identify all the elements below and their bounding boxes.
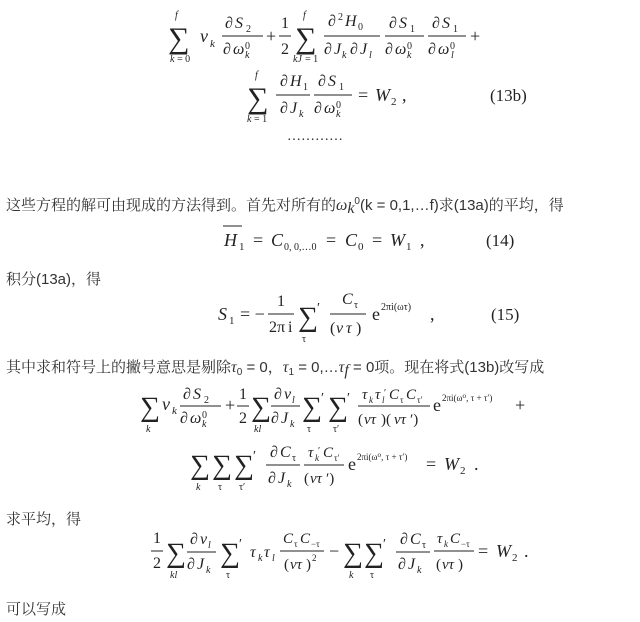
svg-text:W: W — [444, 454, 459, 474]
svg-text:f: f — [255, 70, 258, 81]
paragraph-text: 这些方程的解可由现成的方法得到。首先对所有的 — [6, 197, 337, 214]
paragraph-text: = 0项。现在将式(13b)改写成 — [348, 359, 545, 376]
svg-text:=: = — [358, 85, 369, 105]
svg-text:ντ: ντ — [364, 412, 377, 428]
svg-text:): ) — [306, 557, 311, 573]
svg-text:S: S — [399, 15, 407, 32]
svg-text:k: k — [417, 565, 422, 576]
svg-text:τ: τ — [226, 570, 231, 581]
paragraph-average: 求平均，得 — [6, 511, 82, 528]
svg-text:ντ: ντ — [310, 471, 323, 487]
svg-text:v: v — [162, 394, 170, 414]
svg-text:(: ( — [436, 557, 441, 573]
svg-text:J: J — [408, 556, 416, 573]
svg-text:e: e — [348, 454, 356, 474]
svg-text:k: k — [247, 114, 252, 125]
svg-text:k: k — [315, 453, 319, 463]
svg-text:2πi(ω⁰, τ + τ′): 2πi(ω⁰, τ + τ′) — [357, 452, 408, 462]
svg-text:1: 1 — [239, 241, 245, 253]
svg-text:∂: ∂ — [280, 73, 288, 90]
svg-text:)(: )( — [381, 412, 391, 428]
svg-text:k: k — [146, 424, 151, 435]
equation-14 — [223, 226, 514, 253]
svg-text:k: k — [245, 50, 250, 61]
svg-text:H: H — [224, 230, 237, 250]
equation-14-number: (14) — [486, 231, 515, 250]
svg-text:C: C — [323, 445, 334, 461]
svg-text:2: 2 — [204, 395, 209, 406]
svg-text:∂: ∂ — [398, 556, 406, 573]
tau-subscript: 1 — [288, 367, 295, 378]
svg-text:′: ′ — [347, 391, 351, 406]
svg-text:∑: ∑ — [220, 538, 240, 569]
svg-text:∂: ∂ — [428, 41, 436, 58]
svg-text:C: C — [280, 444, 291, 461]
svg-text:∂: ∂ — [271, 410, 279, 427]
paragraph-prime-meaning — [6, 356, 544, 380]
svg-text:= 1: = 1 — [305, 54, 319, 65]
svg-text:ω: ω — [395, 41, 407, 58]
equation-13b-number: (13b) — [490, 86, 527, 105]
svg-text:l: l — [208, 540, 211, 551]
svg-text:ω: ω — [233, 41, 245, 58]
svg-text:′: ′ — [318, 446, 321, 457]
svg-text:τ: τ — [354, 300, 359, 311]
svg-text:S: S — [235, 15, 243, 32]
equation-13b-rewritten — [140, 386, 525, 493]
svg-text:.: . — [474, 454, 479, 474]
svg-text:τ′: τ′ — [239, 482, 246, 493]
svg-text:2: 2 — [312, 553, 317, 563]
svg-text:′): ′) — [410, 412, 419, 428]
svg-text:k: k — [299, 109, 304, 120]
svg-text:l: l — [369, 50, 372, 61]
svg-text:τ: τ — [400, 395, 404, 405]
svg-text:W: W — [496, 541, 511, 561]
svg-text:+: + — [470, 26, 481, 46]
svg-text:W: W — [390, 230, 405, 250]
svg-text:l: l — [451, 50, 454, 61]
svg-text:l: l — [292, 395, 295, 406]
svg-text:k: k — [206, 565, 211, 576]
svg-text:+: + — [225, 395, 236, 415]
svg-text:,: , — [402, 85, 407, 105]
svg-text:0: 0 — [358, 241, 364, 253]
svg-text:2πi(ωτ): 2πi(ωτ) — [381, 302, 412, 313]
svg-text:C: C — [450, 531, 461, 547]
svg-text:,: , — [430, 304, 435, 324]
svg-text:τ: τ — [218, 482, 223, 493]
svg-text:′: ′ — [239, 537, 243, 552]
svg-text:= 1: = 1 — [254, 114, 268, 125]
svg-text:,: , — [420, 230, 425, 250]
svg-text:τ: τ — [308, 445, 314, 461]
svg-text:∂: ∂ — [268, 470, 276, 487]
svg-text:τ: τ — [370, 570, 375, 581]
svg-text:ω: ω — [324, 100, 336, 117]
svg-text:i: i — [288, 319, 293, 336]
svg-text:C: C — [389, 387, 400, 403]
svg-text:∂: ∂ — [190, 531, 198, 548]
tau-symbol: τ — [282, 359, 289, 376]
svg-text:v: v — [200, 26, 208, 46]
svg-text:f: f — [303, 10, 306, 21]
svg-text:k: k — [290, 419, 295, 430]
svg-text:S: S — [218, 304, 227, 324]
svg-text:C: C — [283, 531, 294, 547]
paragraph-text: = 0,… — [294, 359, 339, 376]
svg-text:′: ′ — [321, 391, 325, 406]
svg-text:J: J — [290, 100, 298, 117]
svg-text:): ) — [458, 557, 463, 573]
paragraph-text: = 0， — [242, 359, 283, 376]
svg-text:kl: kl — [254, 424, 262, 435]
svg-text:k: k — [342, 50, 347, 61]
svg-text:C: C — [271, 230, 284, 250]
svg-text:J: J — [197, 556, 205, 573]
svg-text:e: e — [372, 304, 380, 324]
svg-text:W: W — [375, 85, 390, 105]
svg-text:e: e — [433, 395, 441, 415]
svg-text:S: S — [193, 386, 201, 403]
svg-text:0: 0 — [407, 41, 412, 52]
svg-text:∂: ∂ — [432, 15, 440, 32]
svg-text:k: k — [258, 553, 263, 564]
svg-text:∂: ∂ — [389, 15, 397, 32]
svg-text:∑: ∑ — [328, 392, 348, 423]
svg-text:∂: ∂ — [400, 531, 408, 548]
svg-text:.: . — [524, 541, 529, 561]
svg-text:∂: ∂ — [187, 556, 195, 573]
svg-text:ντ: ντ — [394, 412, 407, 428]
svg-text:=: = — [253, 230, 264, 250]
equation-averaged — [151, 530, 529, 581]
svg-text:2: 2 — [246, 24, 251, 35]
svg-text:(: ( — [304, 471, 309, 487]
svg-text:+: + — [266, 26, 277, 46]
svg-text:(: ( — [358, 412, 363, 428]
svg-text:k: k — [369, 395, 373, 405]
svg-text:∑: ∑ — [302, 392, 322, 423]
svg-text:∂: ∂ — [324, 41, 332, 58]
svg-text:0: 0 — [358, 22, 363, 33]
svg-text:1: 1 — [410, 24, 415, 35]
svg-text:τ: τ — [346, 320, 352, 337]
svg-text:τ′: τ′ — [333, 424, 340, 435]
svg-text:τ: τ — [422, 540, 427, 551]
svg-text:∂: ∂ — [270, 444, 278, 461]
svg-text:ω: ω — [438, 41, 450, 58]
svg-text:C: C — [410, 531, 421, 548]
svg-text:=: = — [478, 541, 489, 561]
svg-text:f: f — [175, 10, 178, 21]
svg-text:= 0: = 0 — [177, 54, 191, 65]
svg-text:ω: ω — [190, 410, 202, 427]
svg-text:τ: τ — [250, 544, 256, 561]
svg-text:= −: = − — [240, 304, 265, 324]
svg-text:+: + — [515, 395, 526, 415]
svg-text:∂: ∂ — [274, 386, 282, 403]
svg-text:∂: ∂ — [183, 386, 191, 403]
svg-text:0, 0,…0: 0, 0,…0 — [284, 242, 317, 253]
paragraph-integrate: 积分(13a)，得 — [6, 271, 102, 288]
svg-text:0: 0 — [202, 410, 207, 421]
svg-text:∑: ∑ — [295, 22, 317, 55]
paragraph-text: 其中求和符号上的撇号意思是剔除 — [6, 359, 232, 376]
svg-text:2: 2 — [239, 410, 247, 427]
svg-text:τ: τ — [264, 544, 270, 561]
svg-text:l: l — [272, 553, 275, 564]
svg-text:∑: ∑ — [166, 538, 186, 569]
equation-13b — [168, 10, 527, 144]
svg-text:1: 1 — [153, 530, 161, 547]
svg-text:k: k — [444, 539, 448, 549]
svg-text:k: k — [202, 419, 207, 430]
paragraph-solution-method — [6, 194, 564, 218]
svg-text:∂: ∂ — [385, 41, 393, 58]
svg-text:∂: ∂ — [180, 410, 188, 427]
svg-text:1: 1 — [281, 15, 289, 32]
svg-text:kl: kl — [170, 570, 178, 581]
equation-15 — [218, 291, 519, 345]
omega-superscript: 0 — [354, 196, 360, 207]
svg-text:k: k — [210, 38, 215, 50]
svg-text:ν: ν — [200, 531, 208, 548]
svg-text:J: J — [278, 470, 286, 487]
svg-text:ντ: ντ — [290, 557, 303, 573]
svg-text:): ) — [356, 320, 362, 337]
svg-text:∑: ∑ — [298, 302, 318, 333]
svg-text:C: C — [300, 531, 311, 547]
svg-text:−τ: −τ — [461, 539, 470, 549]
svg-text:1: 1 — [229, 315, 235, 327]
svg-text:2: 2 — [460, 465, 466, 477]
svg-text:=: = — [372, 230, 383, 250]
paragraph-text: (k = 0,1,…f)求(13a)的平均，得 — [359, 197, 564, 214]
svg-text:∂: ∂ — [318, 73, 326, 90]
equation-15-number: (15) — [491, 305, 520, 324]
svg-text:ν: ν — [336, 320, 344, 337]
tau-subscript: f — [344, 362, 349, 379]
svg-text:(: ( — [284, 557, 289, 573]
svg-text:1: 1 — [277, 293, 285, 310]
svg-text:′: ′ — [317, 301, 321, 316]
svg-text:H: H — [345, 13, 357, 30]
svg-text:τ: τ — [307, 424, 312, 435]
svg-text:τ′: τ′ — [334, 453, 340, 463]
ellipsis: ………… — [287, 129, 343, 144]
svg-text:τ: τ — [362, 387, 368, 403]
svg-text:∑: ∑ — [190, 450, 210, 481]
svg-text:∑: ∑ — [251, 392, 271, 423]
svg-text:(: ( — [330, 320, 336, 337]
svg-text:0: 0 — [336, 100, 341, 111]
svg-text:S: S — [328, 73, 336, 90]
svg-text:1: 1 — [406, 241, 412, 253]
svg-text:∑: ∑ — [364, 538, 384, 569]
svg-text:k: k — [170, 54, 175, 65]
svg-text:τ: τ — [302, 334, 307, 345]
svg-text:kJ: kJ — [293, 54, 302, 65]
tau-symbol: τ — [338, 359, 345, 376]
svg-text:−: − — [329, 541, 340, 561]
svg-text:2: 2 — [512, 552, 518, 564]
svg-text:∂: ∂ — [350, 41, 358, 58]
svg-text:k: k — [196, 482, 201, 493]
svg-text:∑: ∑ — [168, 22, 190, 55]
svg-text:2: 2 — [281, 41, 289, 58]
svg-text:∂: ∂ — [223, 41, 231, 58]
svg-text:τ: τ — [292, 453, 297, 464]
svg-text:k: k — [349, 570, 354, 581]
omega-subscript: k — [347, 200, 355, 217]
svg-text:1: 1 — [453, 24, 458, 35]
svg-text:k: k — [287, 479, 292, 490]
svg-text:∑: ∑ — [343, 538, 363, 569]
svg-text:∂: ∂ — [328, 13, 336, 30]
paragraph-can-write: 可以写成 — [6, 601, 67, 618]
svg-text:ντ: ντ — [442, 557, 455, 573]
svg-text:′: ′ — [384, 388, 387, 399]
svg-text:k: k — [336, 109, 341, 120]
svg-text:1: 1 — [303, 82, 308, 93]
svg-text:0: 0 — [450, 41, 455, 52]
svg-text:=: = — [326, 230, 337, 250]
svg-text:′): ′) — [326, 471, 335, 487]
svg-text:2: 2 — [391, 96, 397, 108]
svg-text:S: S — [442, 15, 450, 32]
svg-text:′: ′ — [253, 449, 257, 464]
svg-text:∑: ∑ — [212, 450, 232, 481]
svg-text:τ: τ — [437, 531, 443, 547]
svg-text:τ: τ — [294, 539, 298, 549]
svg-text:τ′: τ′ — [417, 395, 423, 405]
svg-text:=: = — [426, 454, 437, 474]
svg-text:∑: ∑ — [234, 450, 254, 481]
svg-text:ν: ν — [284, 386, 292, 403]
svg-text:J: J — [360, 41, 368, 58]
svg-text:C: C — [345, 230, 358, 250]
svg-text:J: J — [281, 410, 289, 427]
svg-text:∂: ∂ — [280, 100, 288, 117]
omega-symbol: ω — [336, 197, 348, 214]
svg-text:−τ: −τ — [311, 539, 320, 549]
svg-text:H: H — [290, 73, 302, 90]
svg-text:2πi(ω⁰, τ + τ′): 2πi(ω⁰, τ + τ′) — [442, 393, 493, 403]
svg-text:C: C — [342, 291, 353, 308]
svg-text:2: 2 — [338, 12, 343, 23]
svg-text:∑: ∑ — [140, 392, 160, 423]
svg-text:2π: 2π — [269, 319, 286, 336]
svg-text:J: J — [334, 41, 342, 58]
svg-text:k: k — [407, 50, 412, 61]
svg-text:k: k — [172, 405, 177, 417]
svg-text:l: l — [382, 395, 385, 405]
tau-subscript: 0 — [236, 367, 243, 378]
svg-text:τ: τ — [375, 387, 381, 403]
svg-text:′: ′ — [383, 537, 387, 552]
svg-text:1: 1 — [339, 82, 344, 93]
svg-text:0: 0 — [245, 41, 250, 52]
svg-text:∂: ∂ — [314, 100, 322, 117]
svg-text:∂: ∂ — [225, 15, 233, 32]
tau-symbol: τ — [231, 359, 237, 376]
svg-text:∑: ∑ — [247, 82, 269, 115]
svg-text:C: C — [406, 387, 417, 403]
svg-text:1: 1 — [239, 386, 247, 403]
svg-text:2: 2 — [153, 555, 161, 572]
